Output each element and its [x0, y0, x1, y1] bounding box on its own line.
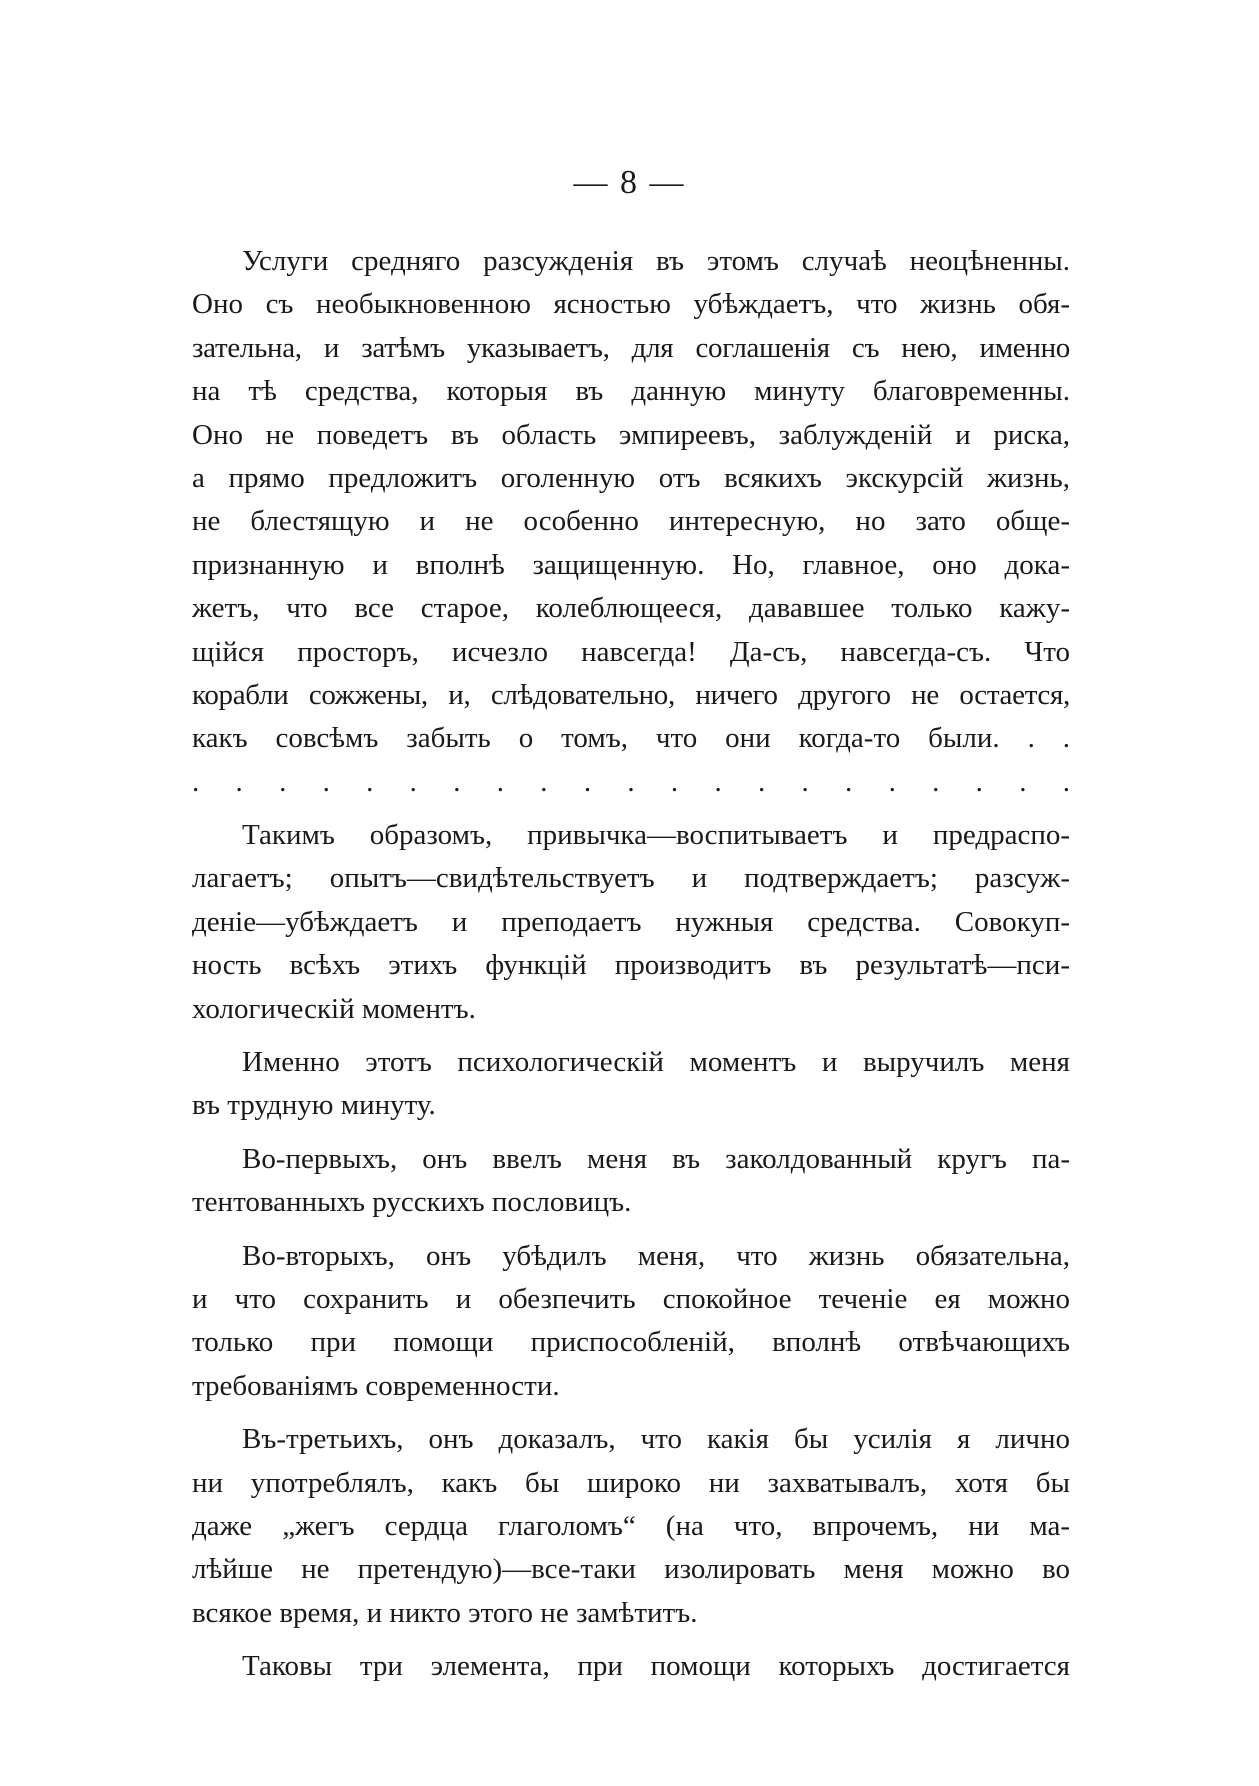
paragraph-1 [192, 240, 1070, 761]
text-line: а прямо предложитъ оголенную отъ всякихъ экскурсій жизнь, [192, 461, 1070, 494]
text-line: признанную и вполнѣ защищенную. Но, главное, оно дока- [192, 548, 1070, 581]
paragraph-3 [192, 1041, 1070, 1128]
text-line: даже „жегъ сердца глаголомъ“ (на что, впрочемъ, ни ма- [192, 1509, 1070, 1542]
text-line: Таковы три элемента, при помощи которыхъ достигается [242, 1650, 1070, 1683]
paragraph-5 [192, 1235, 1070, 1409]
text-line: лагаетъ; опытъ—свидѣтельствуетъ и подтверждаетъ; разсуж- [192, 862, 1070, 895]
text-line: ность всѣхъ этихъ функцій производитъ въ результатѣ—пси- [192, 949, 1070, 982]
text-line: хологическій моментъ. [192, 992, 476, 1025]
text-line: Именно этотъ психологическій моментъ и выручилъ меня [242, 1046, 1070, 1079]
text-line: не блестящую и не особенно интересную, но зато обще- [192, 505, 1070, 538]
text-line: и что сохранить и обезпечить спокойное теченіе ея можно [192, 1282, 1070, 1315]
ellipsis-row [192, 761, 1070, 804]
text-line: на тѣ средства, которыя въ данную минуту благовременны. [192, 375, 1070, 408]
text-line: Оно съ необыкновенною ясностью убѣждаетъ, что жизнь обя- [192, 288, 1070, 321]
paragraph-6 [192, 1418, 1070, 1635]
text-line: Въ-третьихъ, онъ доказалъ, что какія бы усилія я лично [242, 1423, 1070, 1456]
text-line: Во-первыхъ, онъ ввелъ меня въ заколдованный кругъ па- [242, 1142, 1070, 1175]
text-line: требованіямъ современности. [192, 1369, 560, 1402]
text-line: тентованныхъ русскихъ пословицъ. [192, 1186, 632, 1219]
text-line: Услуги средняго разсужденія въ этомъ случаѣ неоцѣненны. [242, 245, 1070, 277]
text-line: Оно не поведетъ въ область эмпиреевъ, заблужденій и риска, [192, 418, 1070, 451]
paragraph-7 [192, 1645, 1070, 1688]
text-line: ни употреблялъ, какъ бы широко ни захватывалъ, хотя бы [192, 1466, 1070, 1499]
text-line: Такимъ образомъ, привычка—воспитываетъ и предраспо- [242, 819, 1070, 852]
ellipsis-dots: . . . . . . . . . . . . . . . . . . . . . [192, 765, 1070, 798]
text-line: корабли сожжены, и, слѣдовательно, ничего другого не остается, [192, 678, 1070, 711]
text-line: въ трудную минуту. [192, 1089, 436, 1122]
text-line: Во-вторыхъ, онъ убѣдилъ меня, что жизнь обязательна, [242, 1239, 1070, 1272]
text-line: лѣйше не претендую)—все-таки изолировать меня можно во [192, 1553, 1070, 1586]
text-line: какъ совсѣмъ забыть о томъ, что они когда-то были. . . [192, 722, 1070, 755]
text-line: зательна, и затѣмъ указываетъ, для соглашенія съ нею, именно [192, 331, 1070, 364]
page-body-text [192, 240, 1070, 1689]
paragraph-4 [192, 1138, 1070, 1225]
text-line: деніе—убѣждаетъ и преподаетъ нужныя средства. Совокуп- [192, 905, 1070, 938]
text-line: только при помощи приспособленій, вполнѣ отвѣчающихъ [192, 1326, 1070, 1359]
paragraph-2 [192, 814, 1070, 1031]
page-number: — 8 — [573, 164, 686, 201]
text-line: всякое время, и никто этого не замѣтитъ. [192, 1596, 698, 1629]
text-line: щійся просторъ, исчезло навсегда! Да-съ, навсегда-съ. Что [192, 635, 1070, 668]
text-line: жетъ, что все старое, колеблющееся, дававшее только кажу- [192, 592, 1070, 625]
